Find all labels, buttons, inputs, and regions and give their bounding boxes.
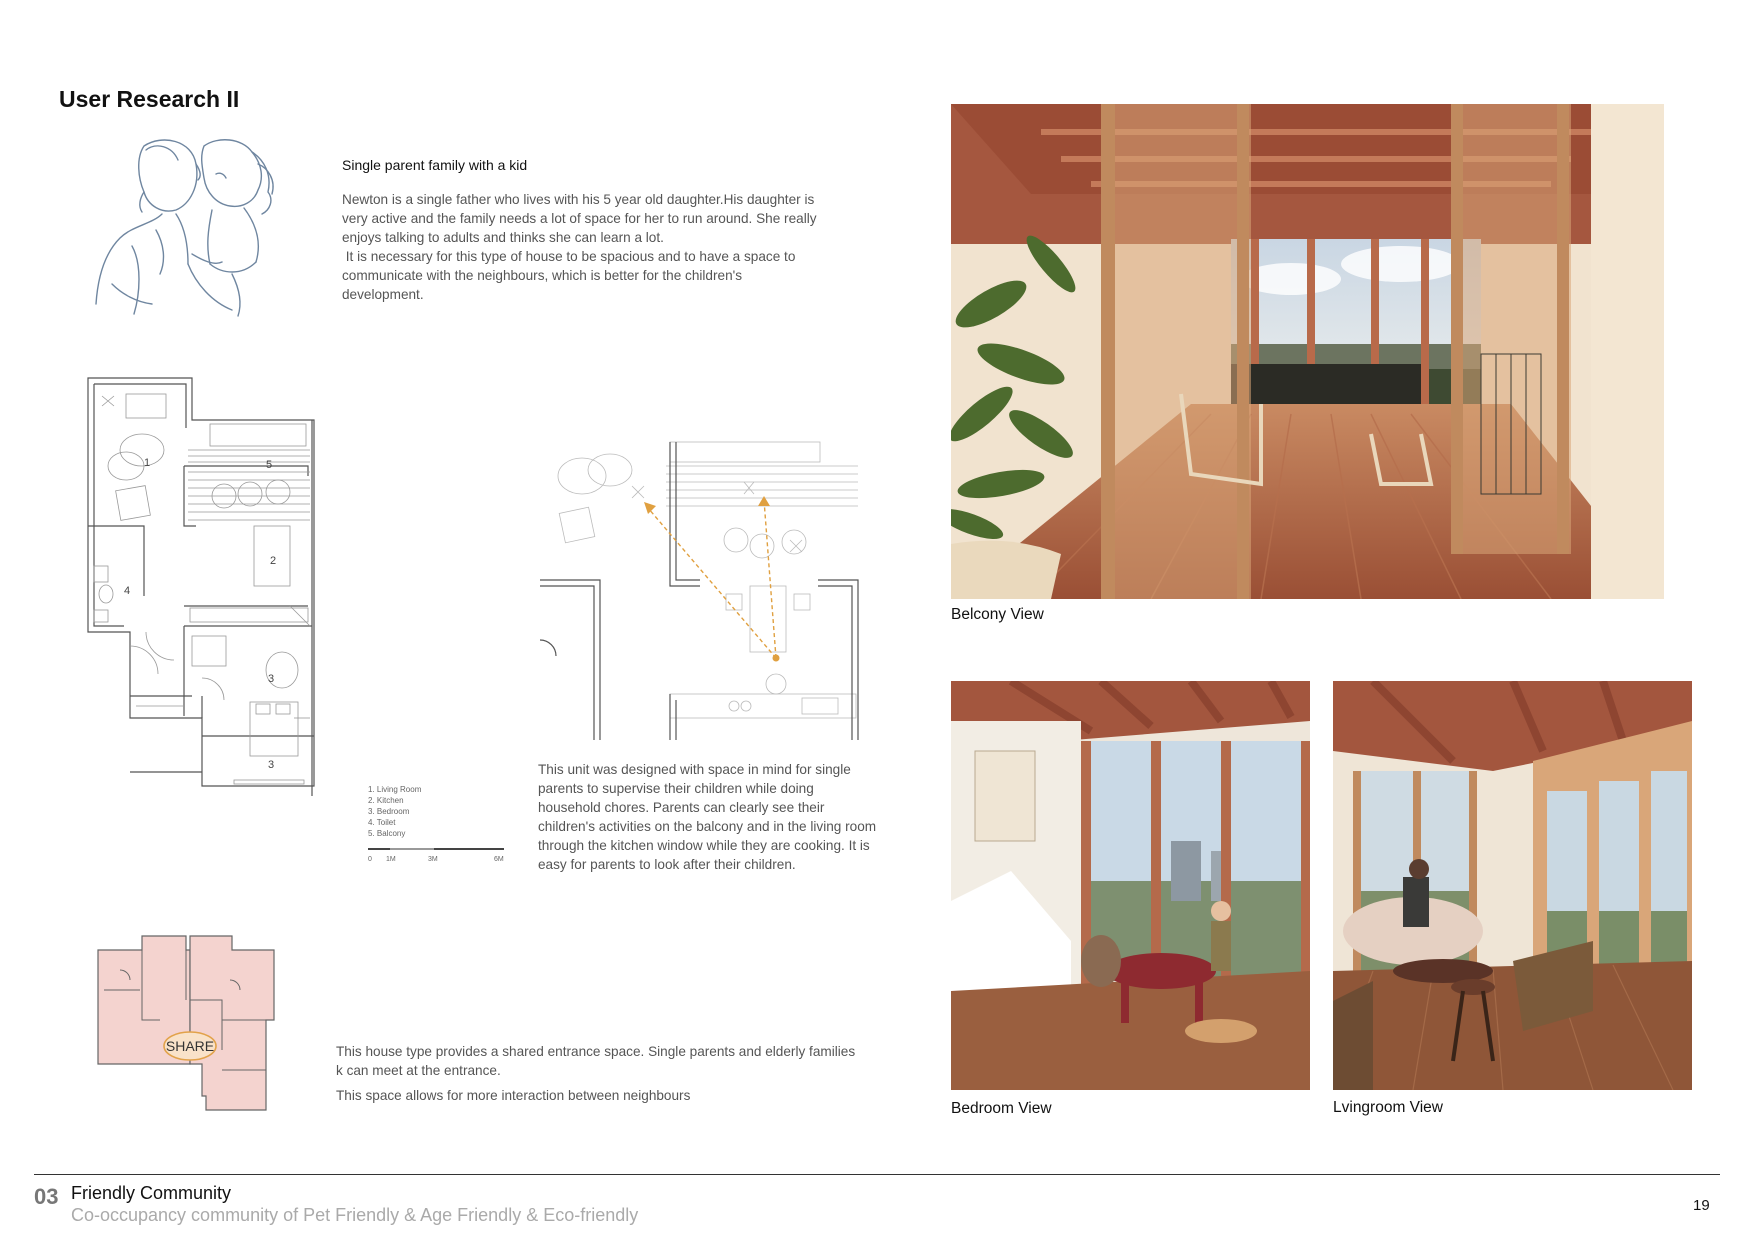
room-number: 1 <box>144 457 151 469</box>
father-daughter-sketch <box>92 134 302 319</box>
bedroom-view-caption: Bedroom View <box>951 1100 1052 1117</box>
legend-item: 3. Bedroom <box>368 807 410 816</box>
scale-label: 1M <box>386 856 396 863</box>
shared-entrance-diagram <box>90 920 290 1120</box>
bedroom-render <box>951 681 1310 1090</box>
livingroom-view-caption: Lvingroom View <box>1333 1099 1443 1116</box>
room-number: 2 <box>270 555 277 567</box>
legend-item: 2. Kitchen <box>368 796 404 805</box>
room-number: 5 <box>266 459 273 471</box>
persona-paragraph: Newton is a single father who lives with his 5 year old daughter.His daughter is very active and the family needs a lot of space for her to run around. She really enjoys talking to adults and thinks she can learn a lot. <box>342 192 817 245</box>
persona-paragraph: It is necessary for this type of house to be spacious and to have a space to communicate with the neighbours, which is better for the children's development. <box>342 249 800 302</box>
share-label: SHARE <box>165 1038 215 1054</box>
floor-plan-legend <box>368 784 421 839</box>
room-number: 3 <box>268 759 275 771</box>
scale-segment <box>390 848 434 850</box>
chapter-number: 03 <box>34 1184 59 1209</box>
page-number: 19 <box>1693 1197 1710 1214</box>
scale-label: 0 <box>368 856 372 863</box>
sightline-diagram <box>540 440 860 740</box>
shared-entrance-paragraph: This house type provides a shared entrance space. Single parents and elderly families k can meet at the entrance. <box>336 1044 856 1078</box>
balcony-render <box>951 104 1664 599</box>
legend-item: 5. Balcony <box>368 829 406 838</box>
scale-segment <box>434 848 504 850</box>
scale-label: 3M <box>428 856 438 863</box>
scale-bar <box>368 848 504 862</box>
legend-item: 1. Living Room <box>368 785 422 794</box>
legend-item: 4. Toilet <box>368 818 396 827</box>
chapter-subtitle: Co-occupancy community of Pet Friendly & Age Friendly & Eco-friendly <box>71 1205 639 1225</box>
page-title: User Research II <box>59 86 240 112</box>
shared-entrance-paragraph: This space allows for more interaction between neighbours <box>336 1088 691 1103</box>
room-number: 3 <box>268 673 275 685</box>
shared-entrance-description <box>336 1042 856 1105</box>
unit-floor-plan <box>84 376 346 870</box>
livingroom-render <box>1333 681 1692 1090</box>
unit-description: This unit was designed with space in mind for single parents to supervise their children while doing household chores. Parents can clearly see their children's activities on the balcony and in the living room through the kitchen window while they are cooking. It is easy for parents to look after their children. <box>538 762 877 872</box>
scale-label: 6M <box>494 856 504 863</box>
balcony-view-caption: Belcony View <box>951 606 1044 623</box>
scale-segment <box>368 848 390 850</box>
room-number: 4 <box>124 585 131 597</box>
footer-divider <box>34 1174 1720 1175</box>
persona-description <box>342 190 822 304</box>
persona-heading: Single parent family with a kid <box>342 157 528 173</box>
chapter-title: Friendly Community <box>71 1183 232 1203</box>
